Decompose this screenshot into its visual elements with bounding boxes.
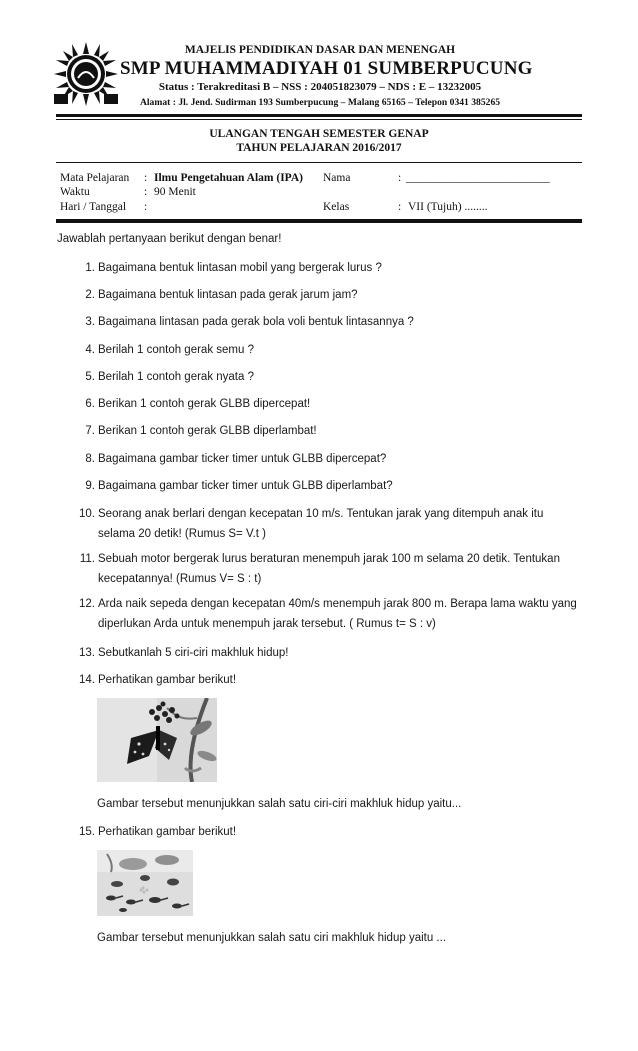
question-number: 5. [85, 371, 95, 383]
butterfly-photo [97, 698, 217, 782]
question-number: 10. [79, 508, 95, 520]
question-text: Sebutkanlah 5 ciri-ciri makhluk hidup! [98, 647, 289, 659]
info-bottom-divider [56, 219, 582, 223]
question-number: 14. [79, 674, 95, 686]
caption-14: Gambar tersebut menunjukkan salah satu ciri-ciri makhluk hidup yaitu... [97, 798, 462, 810]
class-colon: : [398, 201, 402, 213]
school-logo-icon [52, 40, 120, 108]
question-number: 1. [85, 262, 95, 274]
time-colon: : [144, 186, 148, 198]
header-school-name: SMP MUHAMMADIYAH 01 SUMBERPUCUNG [120, 58, 533, 79]
name-colon: : [398, 172, 402, 184]
time-value: 90 Menit [154, 186, 196, 198]
question-text: Sebuah motor bergerak lurus beraturan menempuh jarak 100 m selama 20 detik. Tentukan kecepatannya! (Rumus V= S : t) [98, 553, 560, 585]
question-text: Berikan 1 contoh gerak GLBB diperlambat! [98, 425, 317, 437]
header-address: Alamat : Jl. Jend. Sudirman 193 Sumberpucung – Malang 65165 – Telepon 0341 385265 [139, 97, 501, 108]
day-date-label: Hari / Tanggal [60, 201, 127, 213]
question-number: 11. [79, 553, 95, 565]
info-top-divider [56, 162, 582, 163]
question-text: Arda naik sepeda dengan kecepatan 40m/s menempuh jarak 800 m. Berapa lama waktu yang diperlukan Arda untuk menempuh jarak tersebut. ( Rumus t= S : v) [98, 598, 577, 630]
question-number: 12. [79, 598, 95, 610]
name-label: Nama [323, 172, 351, 184]
question-number: 9. [85, 480, 95, 492]
subject-label: Mata Pelajaran [60, 172, 130, 184]
class-label: Kelas [323, 201, 350, 213]
question-text: Berilah 1 contoh gerak semu ? [98, 344, 254, 356]
question-number: 8. [85, 453, 95, 465]
question-number: 2. [85, 289, 95, 301]
question-number: 7. [85, 425, 95, 437]
question-number: 4. [85, 344, 95, 356]
question-number: 15. [79, 826, 95, 838]
exam-year: TAHUN PELAJARAN 2016/2017 [236, 142, 402, 154]
header-divider-thin [56, 119, 582, 120]
question-number: 3. [85, 316, 95, 328]
question-text: Bagaimana bentuk lintasan pada gerak jarum jam? [98, 289, 358, 301]
question-text: Bagaimana gambar ticker timer untuk GLBB dipercepat? [98, 453, 387, 465]
question-text: Perhatikan gambar berikut! [98, 826, 237, 838]
caption-15: Gambar tersebut menunjukkan salah satu ciri makhluk hidup yaitu ... [97, 932, 447, 944]
question-number: 13. [79, 647, 95, 659]
header-organization: MAJELIS PENDIDIKAN DASAR DAN MENENGAH [184, 44, 456, 56]
question-text: Perhatikan gambar berikut! [98, 674, 237, 686]
time-label: Waktu [60, 186, 90, 198]
question-text: Bagaimana gambar ticker timer untuk GLBB diperlambat? [98, 480, 393, 492]
class-value: VII (Tujuh) ........ [408, 201, 488, 213]
question-text: Bagaimana lintasan pada gerak bola voli bentuk lintasannya ? [98, 316, 414, 328]
exam-title: ULANGAN TENGAH SEMESTER GENAP [209, 128, 429, 140]
subject-value: Ilmu Pengetahuan Alam (IPA) [154, 172, 303, 184]
subject-colon: : [144, 172, 148, 184]
question-text: Bagaimana bentuk lintasan mobil yang bergerak lurus ? [98, 262, 382, 274]
instruction-text: Jawablah pertanyaan berikut dengan benar! [57, 233, 282, 245]
name-field[interactable]: _________________________ [406, 172, 550, 184]
day-date-colon: : [144, 201, 148, 213]
header-status: Status : Terakreditasi B – NSS : 204051823079 – NDS : E – 13232005 [158, 81, 482, 93]
question-text: Berikan 1 contoh gerak GLBB dipercepat! [98, 398, 311, 410]
question-text: Berilah 1 contoh gerak nyata ? [98, 371, 254, 383]
question-number: 6. [85, 398, 95, 410]
frog-life-cycle-photo [97, 850, 193, 916]
question-text: Seorang anak berlari dengan kecepatan 10 m/s. Tentukan jarak yang ditempuh anak itu selama 20 detik! (Rumus S= V.t ) [98, 508, 544, 540]
header-divider [56, 114, 582, 117]
